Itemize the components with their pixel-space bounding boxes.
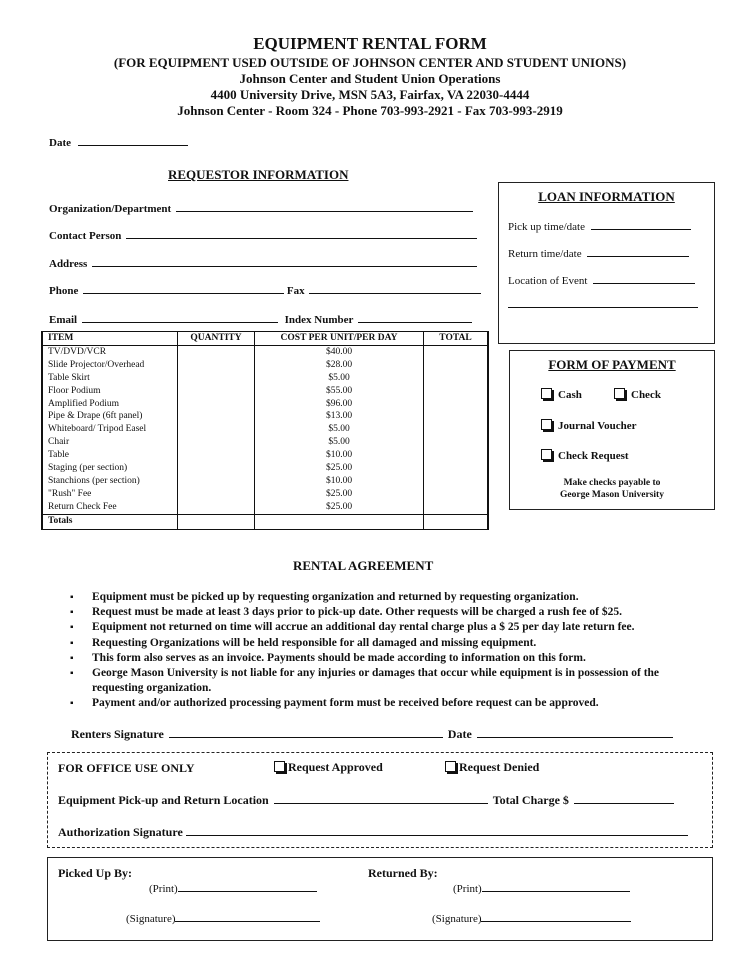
item-cell: Amplified Podium	[43, 398, 178, 411]
picked-up-print-field[interactable]	[178, 881, 317, 892]
total-cell[interactable]	[424, 436, 488, 449]
total-cell[interactable]	[424, 462, 488, 475]
pickup-location-label: Equipment Pick-up and Return Location	[58, 793, 269, 807]
returned-signature-label: (Signature)	[432, 913, 482, 925]
item-cell: Table Skirt	[43, 372, 178, 385]
org-label: Organization/Department	[49, 203, 172, 215]
cost-cell: $96.00	[255, 398, 424, 411]
date-field[interactable]	[78, 135, 188, 146]
item-cell: Slide Projector/Overhead	[43, 359, 178, 372]
item-cell: Floor Podium	[43, 385, 178, 398]
pickup-location-field[interactable]	[274, 793, 488, 804]
payment-note-line1: Make checks payable to	[563, 478, 661, 488]
total-cell[interactable]	[424, 385, 488, 398]
totals-total-cell[interactable]	[424, 514, 488, 529]
pickup-location-row	[58, 793, 674, 808]
renter-signature-label: Renters Signature	[71, 727, 164, 741]
request-denied-option[interactable]	[445, 760, 539, 775]
payment-note-line2: George Mason University	[560, 490, 664, 500]
auth-signature-field[interactable]	[186, 825, 688, 836]
qty-cell[interactable]	[178, 385, 255, 398]
equipment-table	[42, 332, 488, 529]
item-cell: Chair	[43, 436, 178, 449]
list-item: ▪ Payment and/or authorized processing payment form must be received before request can be approved.	[70, 696, 695, 711]
table-row	[43, 462, 488, 475]
journal-label: Journal Voucher	[558, 420, 637, 432]
pickup-return-box	[47, 857, 713, 941]
cost-cell: $10.00	[255, 449, 424, 462]
loan-info-box	[498, 182, 715, 344]
payment-check-request-option[interactable]	[541, 449, 629, 462]
returned-print-row	[453, 881, 630, 895]
org-field[interactable]	[176, 201, 473, 212]
list-item: ▪ This form also serves as an invoice. Payments should be made according to information on this form.	[70, 651, 695, 666]
cost-cell: $25.00	[255, 462, 424, 475]
org-name: Johnson Center and Student Union Operations	[239, 71, 501, 86]
qty-cell[interactable]	[178, 475, 255, 488]
qty-cell[interactable]	[178, 501, 255, 514]
totals-qty-cell[interactable]	[178, 514, 255, 529]
check-request-label: Check Request	[558, 450, 629, 462]
payment-heading: FORM OF PAYMENT	[548, 357, 676, 372]
total-charge-field[interactable]	[574, 793, 674, 804]
col-total-header: TOTAL	[424, 332, 488, 345]
approved-label: Request Approved	[288, 760, 383, 774]
table-row	[43, 398, 488, 411]
totals-cost-cell[interactable]	[255, 514, 424, 529]
pickup-row	[508, 219, 691, 233]
location-field-extra[interactable]	[508, 297, 698, 308]
cost-cell: $5.00	[255, 436, 424, 449]
qty-cell[interactable]	[178, 488, 255, 501]
phone-row	[49, 283, 481, 297]
renter-date-field[interactable]	[477, 727, 673, 738]
equipment-table-wrap	[41, 331, 489, 530]
picked-up-label: Picked Up By:	[58, 866, 133, 880]
approved-checkbox[interactable]	[274, 761, 285, 772]
total-cell[interactable]	[424, 488, 488, 501]
total-cell[interactable]	[424, 398, 488, 411]
payment-box	[509, 350, 715, 510]
email-label: Email	[49, 314, 78, 326]
payment-journal-option[interactable]	[541, 419, 637, 432]
table-row	[43, 449, 488, 462]
renter-signature-row	[71, 727, 673, 742]
table-header-row	[43, 332, 488, 345]
denied-label: Request Denied	[459, 760, 540, 774]
table-row	[43, 359, 488, 372]
address-row	[49, 256, 477, 270]
location-label: Location of Event	[508, 275, 588, 287]
total-cell[interactable]	[424, 475, 488, 488]
table-row	[43, 372, 488, 385]
index-label: Index Number	[284, 314, 354, 326]
list-item: ▪ Requesting Organizations will be held responsible for all damaged and missing equipment.	[70, 636, 695, 651]
col-item-header: ITEM	[43, 332, 178, 345]
item-cell: TV/DVD/VCR	[43, 345, 178, 358]
org-row	[49, 201, 473, 215]
auth-signature-label: Authorization Signature	[58, 825, 183, 839]
request-approved-option[interactable]	[274, 760, 383, 775]
table-row	[43, 436, 488, 449]
requestor-heading: REQUESTOR INFORMATION	[168, 167, 349, 182]
table-row	[43, 345, 488, 358]
email-field[interactable]	[82, 312, 278, 323]
renter-date-label: Date	[447, 727, 472, 741]
check-checkbox[interactable]	[614, 388, 625, 399]
total-cell[interactable]	[424, 372, 488, 385]
return-label: Return time/date	[508, 248, 582, 260]
cost-cell: $28.00	[255, 359, 424, 372]
item-cell: Pipe & Drape (6ft panel)	[43, 410, 178, 423]
address-field[interactable]	[92, 256, 477, 267]
returned-by-label: Returned By:	[368, 866, 438, 880]
form-subtitle: (FOR EQUIPMENT USED OUTSIDE OF JOHNSON CENTER AND STUDENT UNIONS)	[113, 55, 627, 70]
qty-cell[interactable]	[178, 423, 255, 436]
qty-cell[interactable]	[178, 410, 255, 423]
total-charge-label: Total Charge $	[492, 793, 569, 807]
cost-cell: $5.00	[255, 372, 424, 385]
payment-note	[510, 477, 714, 501]
cost-cell: $40.00	[255, 345, 424, 358]
qty-cell[interactable]	[178, 462, 255, 475]
table-row	[43, 475, 488, 488]
location-row	[508, 273, 695, 287]
org-contact: Johnson Center - Room 324 - Phone 703-993-2921 - Fax 703-993-2919	[177, 103, 563, 118]
qty-cell[interactable]	[178, 372, 255, 385]
agreement-list	[70, 590, 695, 712]
totals-label: Totals	[43, 514, 178, 529]
item-cell: Whiteboard/ Tripod Easel	[43, 423, 178, 436]
returned-print-field[interactable]	[482, 881, 630, 892]
phone-label: Phone	[49, 285, 79, 297]
contact-label: Contact Person	[49, 230, 122, 242]
renter-signature-field[interactable]	[169, 727, 443, 738]
form-header	[0, 34, 740, 119]
fax-field[interactable]	[309, 283, 481, 294]
pickup-label: Pick up time/date	[508, 221, 585, 233]
picked-up-signature-row	[126, 911, 320, 925]
table-row	[43, 423, 488, 436]
total-cell[interactable]	[424, 359, 488, 372]
fax-label: Fax	[286, 285, 305, 297]
total-cell[interactable]	[424, 410, 488, 423]
payment-check-option[interactable]	[614, 388, 661, 401]
cost-cell: $10.00	[255, 475, 424, 488]
cost-cell: $55.00	[255, 385, 424, 398]
return-row	[508, 246, 689, 260]
table-row	[43, 410, 488, 423]
item-cell: "Rush" Fee	[43, 488, 178, 501]
qty-cell[interactable]	[178, 359, 255, 372]
qty-cell[interactable]	[178, 345, 255, 358]
returned-signature-field[interactable]	[481, 911, 631, 922]
pickup-field[interactable]	[591, 219, 691, 230]
office-heading: FOR OFFICE USE ONLY	[58, 761, 195, 775]
item-cell: Return Check Fee	[43, 501, 178, 514]
list-item: ▪ Equipment not returned on time will accrue an additional day rental charge plus a $ 25 per day late return fee.	[70, 620, 695, 635]
total-cell[interactable]	[424, 423, 488, 436]
auth-signature-row	[58, 825, 688, 840]
address-label: Address	[49, 258, 88, 270]
org-address: 4400 University Drive, MSN 5A3, Fairfax, VA 22030-4444	[210, 87, 530, 102]
contact-field[interactable]	[126, 228, 477, 239]
email-row	[49, 312, 472, 326]
journal-checkbox[interactable]	[541, 419, 552, 430]
returned-print-label: (Print)	[453, 883, 482, 895]
office-use-box	[47, 752, 713, 848]
return-field[interactable]	[587, 246, 689, 257]
cost-cell: $13.00	[255, 410, 424, 423]
cash-label: Cash	[558, 389, 582, 401]
qty-cell[interactable]	[178, 436, 255, 449]
list-item: ▪ Request must be made at least 3 days prior to pick-up date. Other requests will be charged a rush fee of $25.	[70, 605, 695, 620]
check-request-checkbox[interactable]	[541, 449, 552, 460]
location-field[interactable]	[593, 273, 695, 284]
date-row	[49, 135, 188, 149]
cost-cell: $5.00	[255, 423, 424, 436]
phone-field[interactable]	[83, 283, 284, 294]
picked-up-print-label: (Print)	[149, 883, 178, 895]
list-item: ▪ George Mason University is not liable for any injuries or damages that occur while equipment is in possession of the requesting organization.	[70, 666, 695, 696]
total-cell[interactable]	[424, 501, 488, 514]
cost-cell: $25.00	[255, 501, 424, 514]
table-row	[43, 385, 488, 398]
form-title: EQUIPMENT RENTAL FORM	[253, 34, 487, 53]
contact-row	[49, 228, 477, 242]
table-row	[43, 501, 488, 514]
agreement-heading: RENTAL AGREEMENT	[293, 558, 434, 573]
date-label: Date	[49, 137, 71, 149]
qty-cell[interactable]	[178, 449, 255, 462]
table-row	[43, 488, 488, 501]
picked-up-signature-field[interactable]	[175, 911, 320, 922]
item-cell: Stanchions (per section)	[43, 475, 178, 488]
returned-signature-row	[432, 911, 631, 925]
cost-cell: $25.00	[255, 488, 424, 501]
col-quantity-header: QUANTITY	[178, 332, 255, 345]
item-cell: Table	[43, 449, 178, 462]
list-item: ▪ Equipment must be picked up by requesting organization and returned by requesting organization.	[70, 590, 695, 605]
total-cell[interactable]	[424, 345, 488, 358]
payment-cash-option[interactable]	[541, 388, 582, 401]
totals-row	[43, 514, 488, 529]
index-field[interactable]	[358, 312, 472, 323]
picked-up-signature-label: (Signature)	[126, 913, 176, 925]
qty-cell[interactable]	[178, 398, 255, 411]
check-label: Check	[631, 389, 661, 401]
loan-heading: LOAN INFORMATION	[538, 189, 675, 204]
item-cell: Staging (per section)	[43, 462, 178, 475]
total-cell[interactable]	[424, 449, 488, 462]
picked-up-print-row	[149, 881, 317, 895]
denied-checkbox[interactable]	[445, 761, 456, 772]
cash-checkbox[interactable]	[541, 388, 552, 399]
col-cost-header: COST PER UNIT/PER DAY	[255, 332, 424, 345]
